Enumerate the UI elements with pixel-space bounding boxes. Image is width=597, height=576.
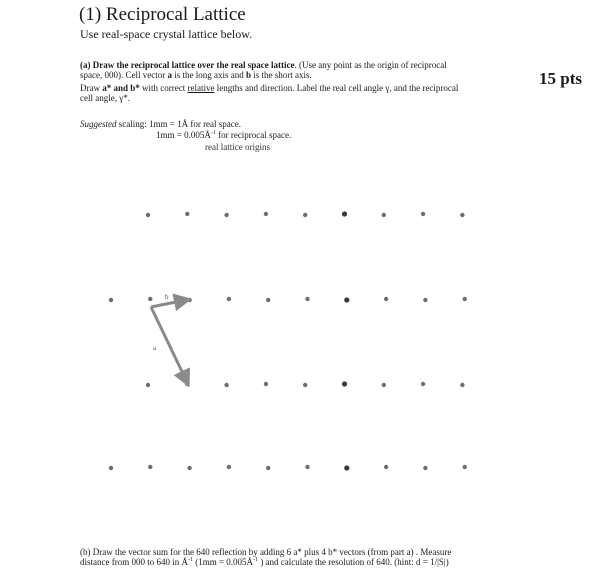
vector-b-arrow [151, 300, 186, 307]
lattice-origin-dot [344, 297, 349, 302]
lattice-origin-dot [148, 297, 152, 301]
lattice-origin-dot [146, 383, 150, 387]
lattice-origin-dot [185, 212, 189, 216]
part-b-line-2-text-3: ) and calculate the resolution of 640. (hint: d = 1/|S|) [258, 557, 449, 567]
part-a-line-3-text-1: Draw [80, 83, 103, 93]
lattice-origin-dot [109, 466, 113, 470]
lattice-origin-dot [148, 465, 152, 469]
lattice-origin-dot [264, 212, 268, 216]
lattice-origin-dot [384, 297, 388, 301]
part-b-line-2 [80, 557, 449, 567]
lattice-origin-dot [266, 298, 270, 302]
lattice-origin-dot [227, 465, 231, 469]
lattice-origin-dot [305, 297, 309, 301]
part-a-line-2-text-3: is the short axis. [250, 70, 312, 80]
page-subtitle: Use real-space crystal lattice below. [80, 27, 253, 41]
lattice-origin-dot [187, 298, 191, 302]
part-a-line-3-text-3: lengths and direction. Label the real cell angle γ, and the reciprocal [214, 83, 459, 93]
lattice-origin-dot [342, 381, 347, 386]
scaling-real-space: scaling: 1mm = 1Å for real space. [116, 119, 242, 129]
part-b-superscript-1: -1 [187, 557, 193, 563]
part-a-line-3-text-2: with correct [139, 83, 188, 93]
vector-a-arrow [151, 307, 187, 382]
lattice-origin-dot [227, 297, 231, 301]
lattice-origin-dot [423, 298, 427, 302]
reciprocal-vectors-term: a* and b* [102, 83, 140, 93]
lattice-origin-dot [460, 383, 464, 387]
lattice-origin-dot [423, 466, 427, 470]
lattice-label: real lattice origins [205, 142, 270, 152]
part-b-line-2-text-1: distance from 000 to 640 in Å [80, 557, 188, 567]
lattice-origin-dot [342, 211, 347, 216]
part-a-line-2-text-2: is the long axis and [171, 70, 246, 80]
vector-a-term: a [167, 70, 172, 80]
lattice-origin-dot [382, 383, 386, 387]
vector-a-label: a [153, 344, 157, 352]
lattice-origin-dot [146, 213, 150, 217]
lattice-origin-dot [344, 465, 349, 470]
scaling-reciprocal-text: for reciprocal space. [215, 130, 292, 140]
lattice-origin-dot [460, 213, 464, 217]
part-b-line-1: (b) Draw the vector sum for the 640 reflection by adding 6 a* plus 4 b* vectors (from part a) . Measure [80, 547, 452, 557]
lattice-origin-dot [109, 298, 113, 302]
lattice-origin-dot [303, 213, 307, 217]
lattice-origin-dot [187, 466, 191, 470]
lattice-origin-dot [382, 213, 386, 217]
scaling-superscript: -1 [210, 130, 216, 136]
lattice-origin-dot [463, 297, 467, 301]
relative-underlined: relative [187, 83, 215, 93]
part-a-line-2-text-1: space, 000). Cell vector [80, 70, 168, 80]
lattice-origin-dot [384, 465, 388, 469]
lattice-origin-dot [305, 465, 309, 469]
part-a-line-1-text: . (Use any point as the origin of reciprocal [294, 60, 447, 70]
lattice-origin-dot [224, 213, 228, 217]
part-b-line-2-text-2: (1mm = 0.005Å [192, 557, 254, 567]
lattice-origin-dot [266, 466, 270, 470]
scaling-label: Suggested [80, 119, 117, 129]
part-a-line-4: cell angle, γ*. [80, 93, 130, 103]
scaling-reciprocal-value: 1mm = 0.005Å [156, 130, 211, 140]
lattice-origin-dot [224, 383, 228, 387]
lattice-origin-dot [303, 383, 307, 387]
points-badge: 15 pts [539, 69, 582, 88]
lattice-origin-dot [421, 382, 425, 386]
lattice-origin-dot [421, 212, 425, 216]
part-a-heading: (a) Draw the reciprocal lattice over the real space lattice [80, 60, 295, 70]
vector-b-label: b [165, 293, 169, 301]
vector-b-term: b [245, 70, 251, 80]
lattice-origin-dot [463, 465, 467, 469]
part-b-superscript-2: -1 [253, 557, 259, 563]
lattice-origin-dot [264, 382, 268, 386]
page-title: (1) Reciprocal Lattice [79, 4, 246, 25]
